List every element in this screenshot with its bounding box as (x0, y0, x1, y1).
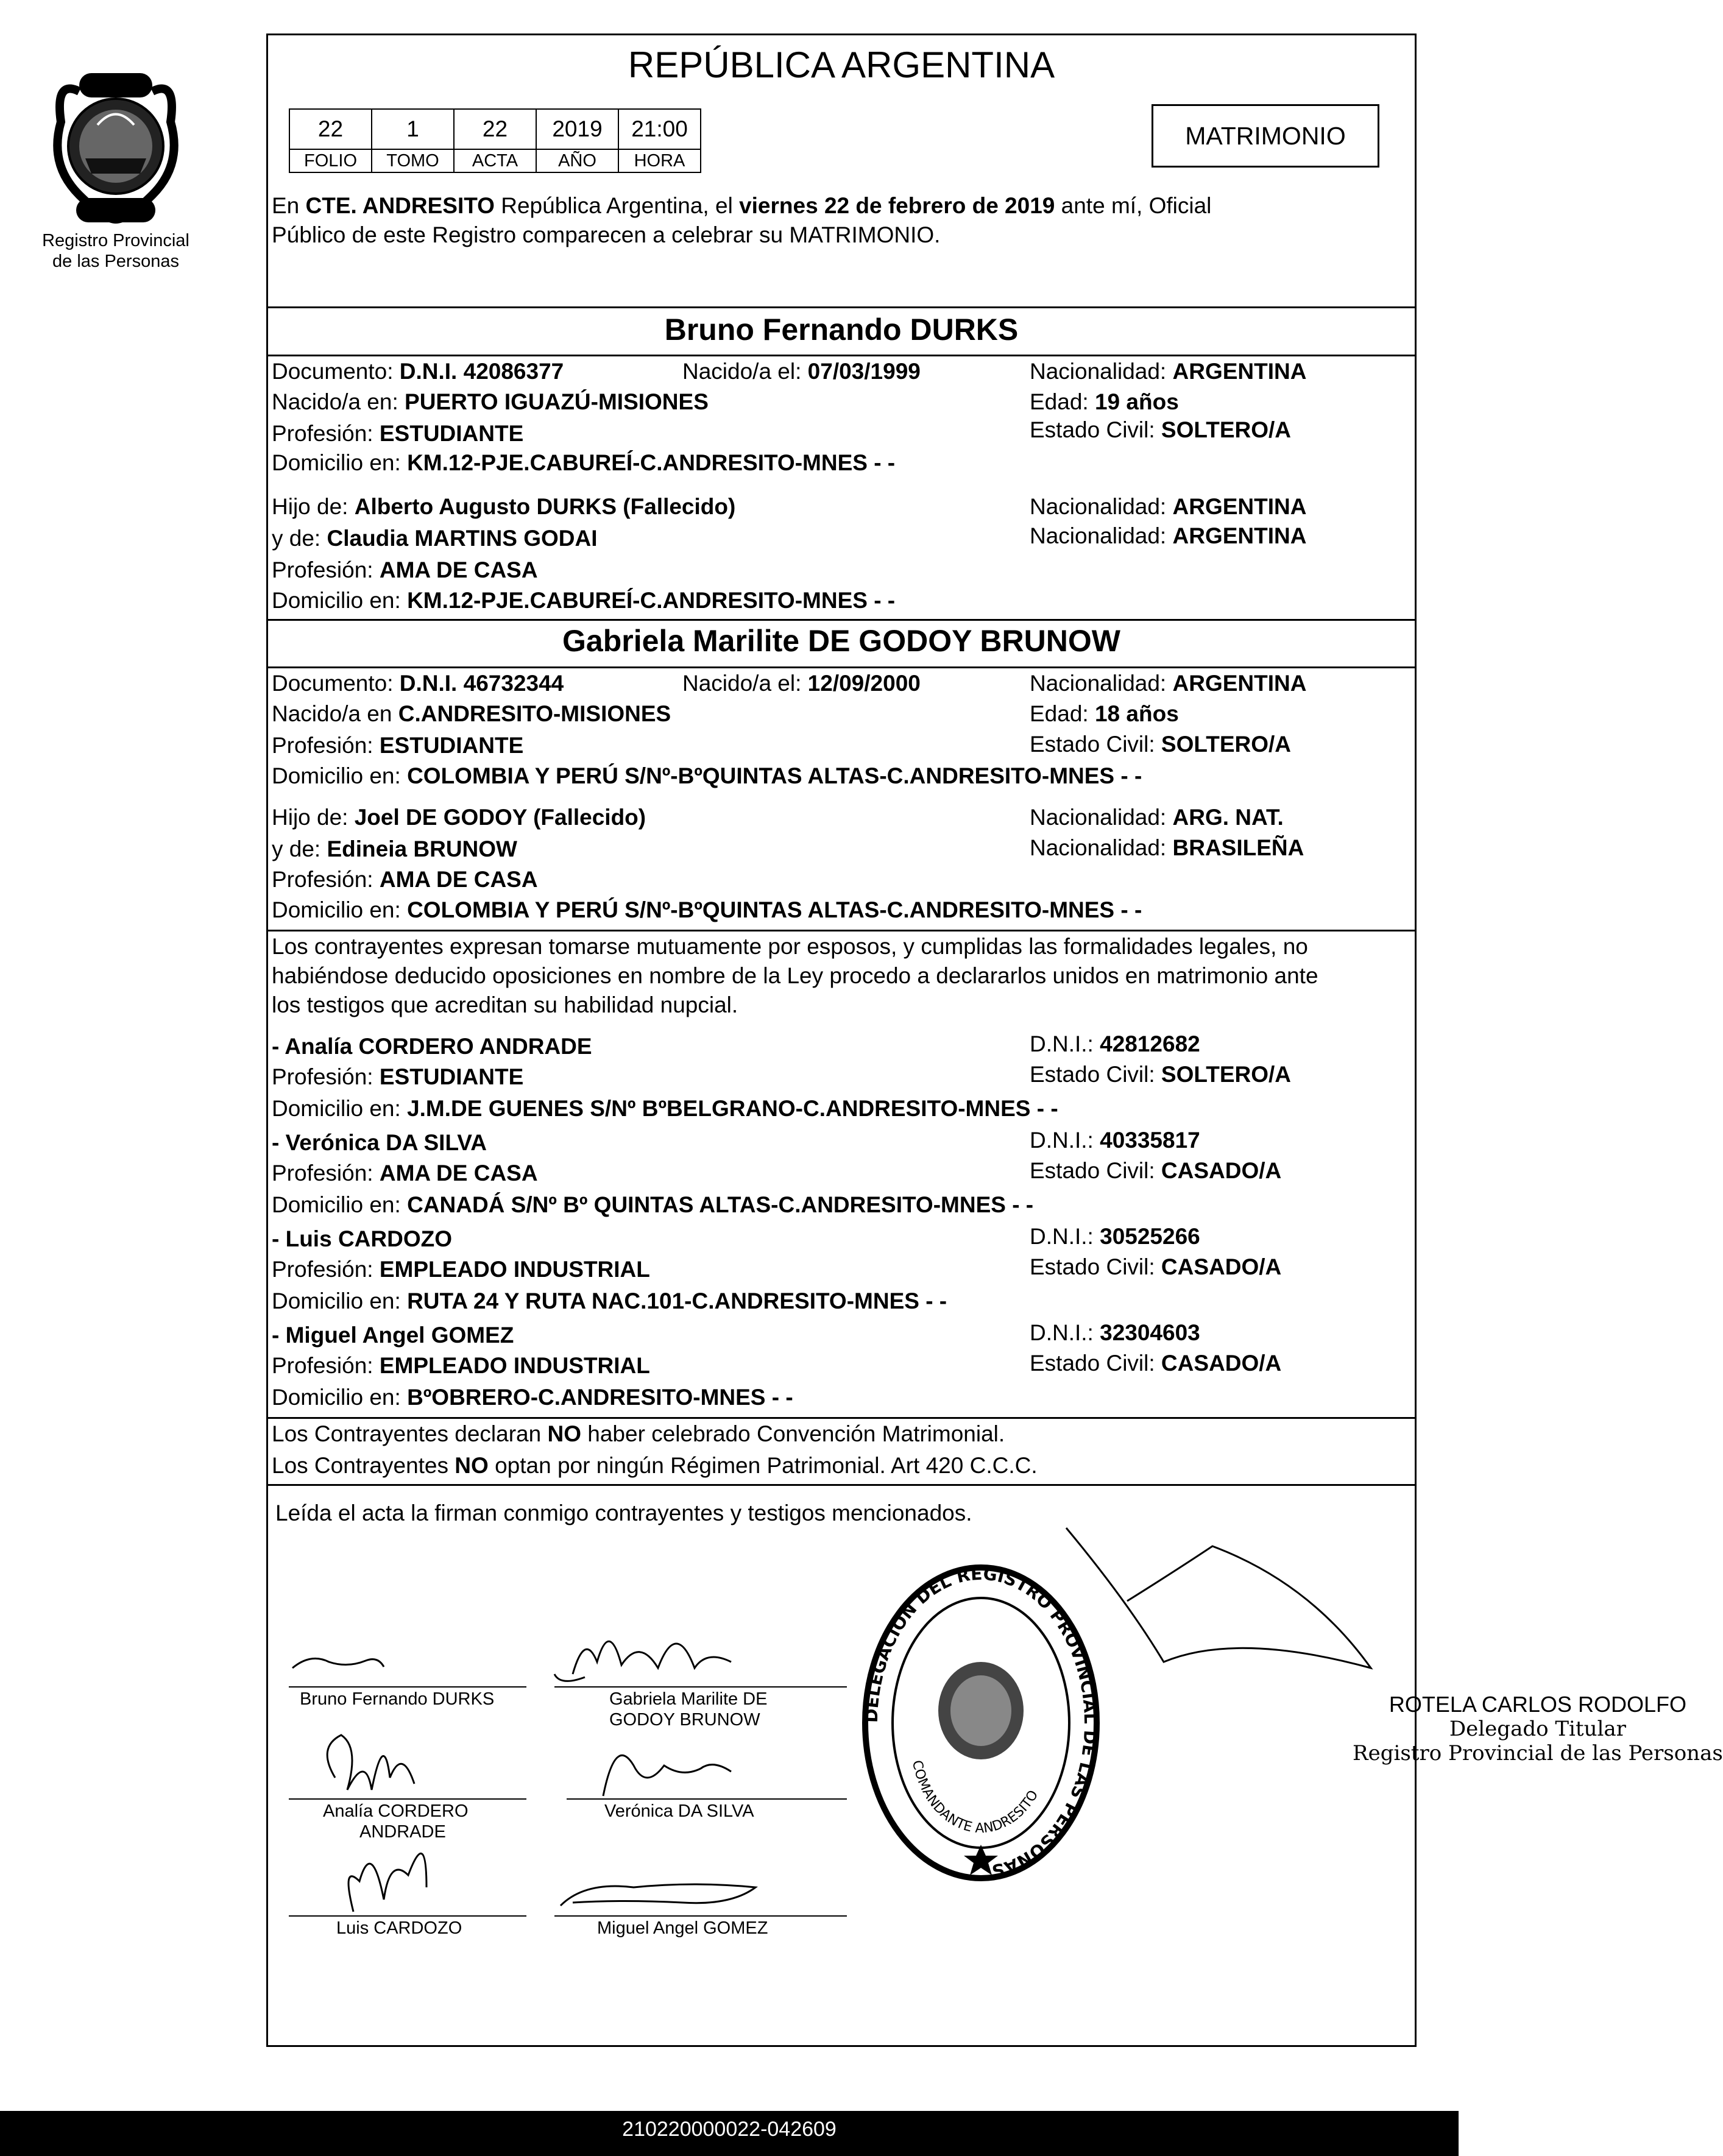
anio-label: AÑO (536, 149, 618, 172)
acta-label: ACTA (454, 149, 536, 172)
sig6-label: Miguel Angel GOMEZ (597, 1918, 768, 1938)
spouse1-nacido-en: Nacido/a en: PUERTO IGUAZÚ-MISIONES (272, 389, 709, 414)
spouse2-documento: Documento: D.N.I. 46732344 (272, 671, 564, 696)
spouse2-padre: Hijo de: Joel DE GODOY (Fallecido) (272, 805, 646, 830)
intro-line1: En CTE. ANDRESITO República Argentina, el viernes 22 de febrero de 2019 ante mí, Oficial (272, 193, 1212, 218)
spouse1-padre-nacionalidad: Nacionalidad: ARGENTINA (1030, 494, 1307, 519)
province-seal-logo (43, 67, 189, 232)
sig3-label-line1: Analía CORDERO (323, 1801, 469, 1821)
witness2-profesion: Profesión: AMA DE CASA (272, 1161, 538, 1186)
witness2-estado-civil: Estado Civil: CASADO/A (1030, 1158, 1282, 1183)
declaration-line2: habiéndose deducido oposiciones en nombre de la Ley procedo a declararlos unidos en matrimonio ante (272, 963, 1318, 988)
witness2-dni: D.N.I.: 40335817 (1030, 1128, 1200, 1153)
spouse1-padre: Hijo de: Alberto Augusto DURKS (Fallecido) (272, 494, 736, 519)
spouse1-madre: y de: Claudia MARTINS GODAI (272, 526, 598, 551)
witness2-name: - Verónica DA SILVA (272, 1130, 487, 1155)
witness3-estado-civil: Estado Civil: CASADO/A (1030, 1254, 1282, 1279)
act-type-box: MATRIMONIO (1152, 104, 1379, 168)
spouse1-name: Bruno Fernando DURKS (664, 313, 1019, 347)
spouse1-domicilio: Domicilio en: KM.12-PJE.CABUREÍ-C.ANDRESITO-MNES - - (272, 450, 896, 475)
certificate-frame (266, 34, 1723, 2047)
document-id: 210220000022-042609 (622, 2118, 837, 2141)
spouse2-name: Gabriela Marilite DE GODOY BRUNOW (562, 624, 1120, 658)
officer-stamp (1353, 1692, 1723, 1765)
registry-label-line1: Registro Provincial (42, 231, 189, 250)
spouse1-madre-profesion: Profesión: AMA DE CASA (272, 557, 538, 582)
witness1-estado-civil: Estado Civil: SOLTERO/A (1030, 1062, 1292, 1087)
officer-title: Delegado Titular (1449, 1717, 1626, 1741)
witness3-domicilio: Domicilio en: RUTA 24 Y RUTA NAC.101-C.ANDRESITO-MNES - - (272, 1288, 947, 1313)
witness1-name: - Analía CORDERO ANDRADE (272, 1034, 592, 1059)
signatures-intro: Leída el acta la firman conmigo contrayentes y testigos mencionados. (275, 1500, 972, 1525)
witness4-domicilio: Domicilio en: BºOBRERO-C.ANDRESITO-MNES - - (272, 1385, 793, 1410)
spouse2-madre-profesion: Profesión: AMA DE CASA (272, 867, 538, 892)
witness3-profesion: Profesión: EMPLEADO INDUSTRIAL (272, 1257, 650, 1282)
witness4-name: - Miguel Angel GOMEZ (272, 1323, 514, 1348)
spouse1-profesion: Profesión: ESTUDIANTE (272, 421, 524, 446)
witness4-dni: D.N.I.: 32304603 (1030, 1320, 1200, 1345)
spouse1-edad: Edad: 19 años (1030, 389, 1179, 414)
registry-label (24, 230, 207, 272)
spouse1-documento: Documento: D.N.I. 42086377 (272, 359, 564, 384)
officer-org: Registro Provincial de las Personas (1353, 1741, 1723, 1765)
tomo-value: 1 (372, 109, 454, 149)
hora-label: HORA (618, 149, 701, 172)
sig2-label-line2: GODOY BRUNOW (609, 1710, 760, 1730)
witness3-dni: D.N.I.: 30525266 (1030, 1224, 1200, 1249)
spouse2-domicilio: Domicilio en: COLOMBIA Y PERÚ S/Nº-BºQUINTAS ALTAS-C.ANDRESITO-MNES - - (272, 763, 1142, 788)
spouse1-madre-nacionalidad: Nacionalidad: ARGENTINA (1030, 523, 1307, 548)
spouse2-profesion: Profesión: ESTUDIANTE (272, 733, 524, 758)
spouse1-nacido-el: Nacido/a el: 07/03/1999 (682, 359, 921, 384)
sig1-label: Bruno Fernando DURKS (300, 1689, 495, 1709)
witness4-estado-civil: Estado Civil: CASADO/A (1030, 1351, 1282, 1376)
spouse2-madre: y de: Edineia BRUNOW (272, 836, 517, 861)
spouse1-padres-domicilio: Domicilio en: KM.12-PJE.CABUREÍ-C.ANDRESITO-MNES - - (272, 588, 896, 613)
seal-outer-text: DELEGACION DEL REGISTRO PROVINCIAL DE LAS PERSONAS (861, 1563, 1101, 1881)
sig4-label: Verónica DA SILVA (604, 1801, 754, 1821)
spouse2-nacionalidad: Nacionalidad: ARGENTINA (1030, 671, 1307, 696)
witness1-domicilio: Domicilio en: J.M.DE GUENES S/Nº BºBELGRANO-C.ANDRESITO-MNES - - (272, 1096, 1058, 1121)
acta-value: 22 (454, 109, 536, 149)
spouse2-padres-domicilio: Domicilio en: COLOMBIA Y PERÚ S/Nº-BºQUINTAS ALTAS-C.ANDRESITO-MNES - - (272, 897, 1142, 922)
spouse2-nacido-en: Nacido/a en C.ANDRESITO-MISIONES (272, 701, 671, 726)
spouse1-nacionalidad: Nacionalidad: ARGENTINA (1030, 359, 1307, 384)
folio-label: FOLIO (289, 149, 372, 172)
sig2-label-line1: Gabriela Marilite DE (609, 1689, 768, 1709)
declaration-line3: los testigos que acreditan su habilidad nupcial. (272, 992, 738, 1017)
folio-value: 22 (289, 109, 372, 149)
regime-line1: Los Contrayentes declaran NO haber celebrado Convención Matrimonial. (272, 1421, 1005, 1446)
sig5-label: Luis CARDOZO (336, 1918, 462, 1938)
sig3-label-line2: ANDRADE (359, 1822, 446, 1842)
intro-line2: Público de este Registro comparecen a celebrar su MATRIMONIO. (272, 222, 941, 247)
anio-value: 2019 (536, 109, 618, 149)
declaration-line1: Los contrayentes expresan tomarse mutuamente por esposos, y cumplidas las formalidades legales, no (272, 934, 1308, 959)
registry-label-line2: de las Personas (52, 252, 179, 271)
officer-signature (1054, 1510, 1395, 1717)
reference-table (289, 108, 701, 173)
witness1-dni: D.N.I.: 42812682 (1030, 1031, 1200, 1056)
spouse2-nacido-el: Nacido/a el: 12/09/2000 (682, 671, 921, 696)
tomo-label: TOMO (372, 149, 454, 172)
regime-line2: Los Contrayentes NO optan por ningún Régimen Patrimonial. Art 420 C.C.C. (272, 1453, 1038, 1478)
officer-name: ROTELA CARLOS RODOLFO (1389, 1692, 1686, 1717)
witness2-domicilio: Domicilio en: CANADÁ S/Nº Bº QUINTAS ALTAS-C.ANDRESITO-MNES - - (272, 1192, 1034, 1217)
witness1-profesion: Profesión: ESTUDIANTE (272, 1064, 524, 1089)
spouse1-estado-civil: Estado Civil: SOLTERO/A (1030, 417, 1292, 442)
spouse2-madre-nacionalidad: Nacionalidad: BRASILEÑA (1030, 835, 1304, 860)
witness4-profesion: Profesión: EMPLEADO INDUSTRIAL (272, 1353, 650, 1378)
spouse2-padre-nacionalidad: Nacionalidad: ARG. NAT. (1030, 805, 1284, 830)
hora-value: 21:00 (618, 109, 701, 149)
spouse2-edad: Edad: 18 años (1030, 701, 1179, 726)
spouse2-estado-civil: Estado Civil: SOLTERO/A (1030, 732, 1292, 757)
witness3-name: - Luis CARDOZO (272, 1226, 452, 1251)
seal-inner-text: COMANDANTE ANDRESITO (908, 1759, 1042, 1837)
page-title: REPÚBLICA ARGENTINA (628, 44, 1055, 85)
